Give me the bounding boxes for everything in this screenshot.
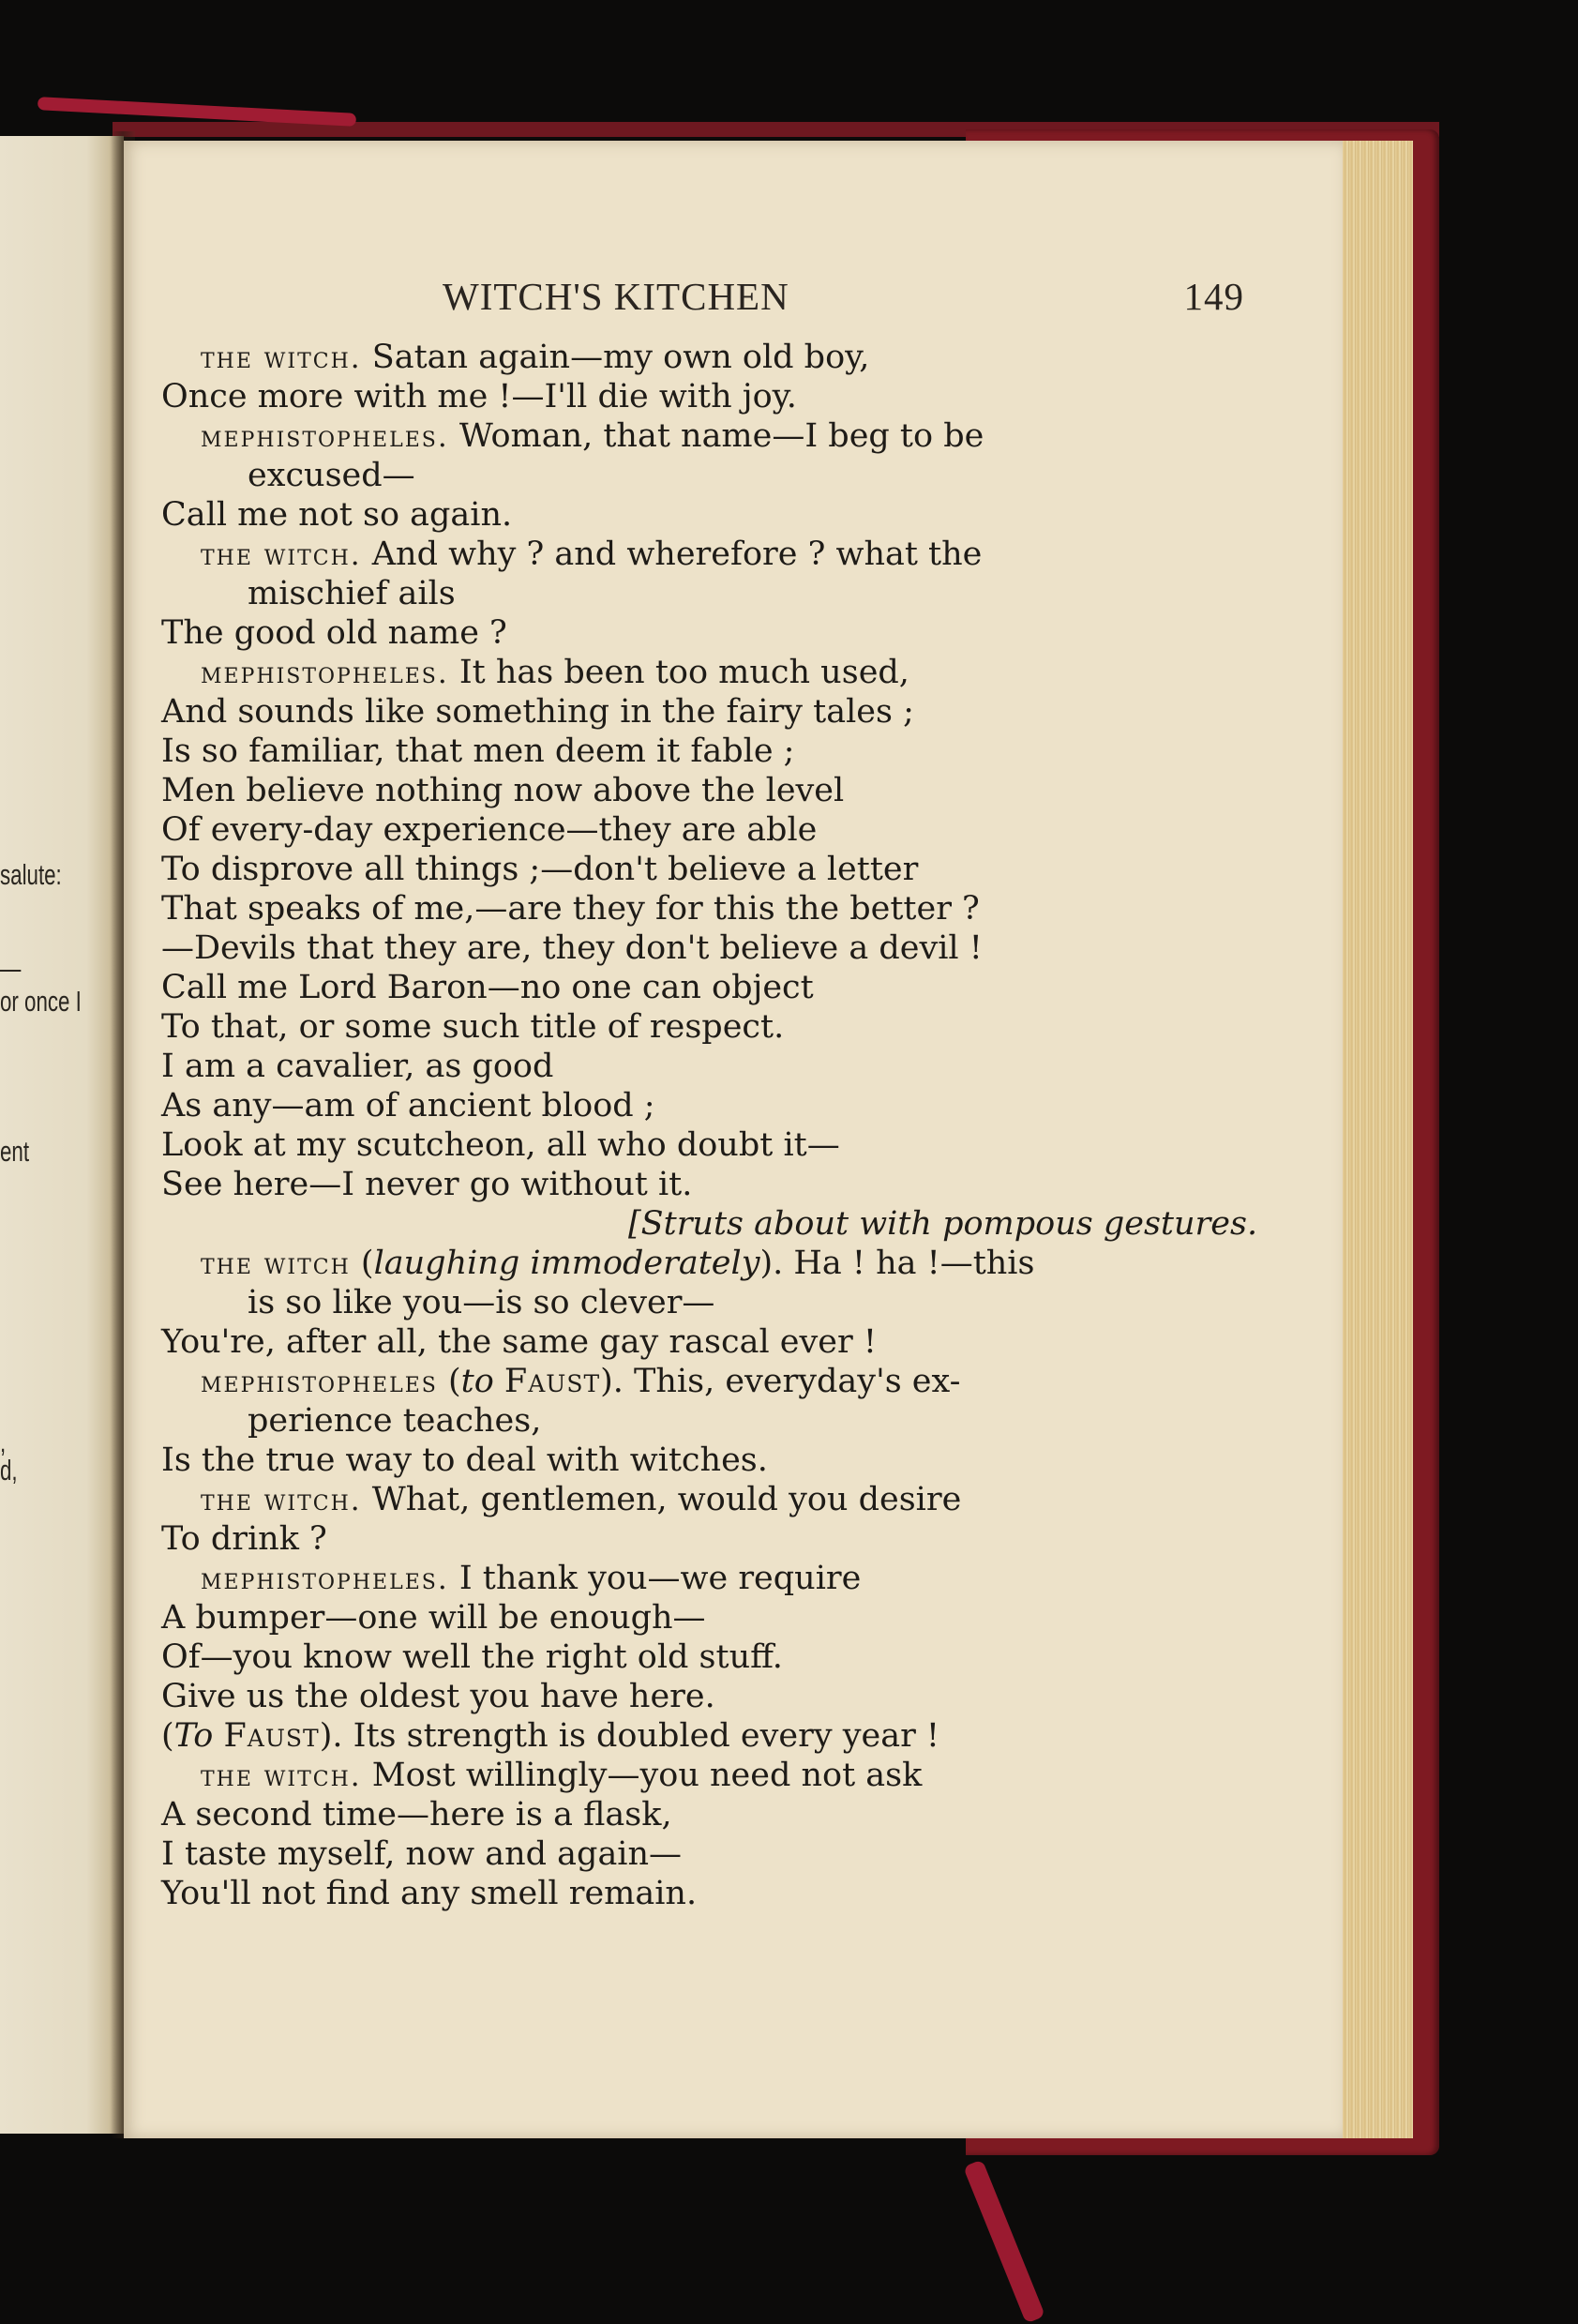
verse-line: A bumper—one will be enough— [161, 1599, 706, 1637]
speech-line: mephistopheles (to Faust). This, everyday's ex- [201, 1363, 961, 1400]
speech-text: Woman, that name—I beg to be [458, 417, 984, 455]
speaker-name: the witch [201, 1247, 351, 1281]
page-number: 149 [1183, 275, 1244, 318]
verse-line: Is the true way to deal with witches. [161, 1441, 768, 1479]
stage-direction: laughing immoderately [373, 1245, 760, 1282]
addressee-name: Faust [503, 1363, 601, 1400]
stage-direction: to [460, 1363, 494, 1400]
page-block-edge [1336, 141, 1413, 2138]
stage-direction: To [173, 1717, 214, 1755]
verse-line-continuation: excused— [248, 457, 415, 494]
verse-line: A second time—here is a flask, [161, 1796, 672, 1834]
speaker-name: mephistopheles [201, 1366, 438, 1399]
left-page-fragment: or once I [0, 985, 82, 1018]
verse-line: Of—you know well the right old stuff. [161, 1638, 783, 1676]
previous-page-edge [0, 136, 124, 2134]
speech-line [161, 416, 1286, 456]
book-page [124, 141, 1343, 2138]
speech-line: (To Faust). Its strength is doubled every year ! [161, 1717, 939, 1755]
verse-line: Men believe nothing now above the level [161, 772, 845, 809]
left-page-fragment: , [0, 1426, 7, 1458]
speech-line [161, 1480, 1286, 1519]
speaker-name: mephistopheles. [201, 656, 449, 690]
speech-line [161, 1756, 1286, 1795]
verse-line: As any—am of ancient blood ; [161, 1087, 655, 1124]
speech-line: the witch (laughing immoderately). Ha ! ha !—this [201, 1245, 1035, 1282]
verse-line: To that, or some such title of respect. [161, 1008, 785, 1046]
speech-text: What, gentlemen, would you desire [371, 1481, 962, 1518]
speaker-name: the witch. [201, 1759, 362, 1793]
speech-text: Most willingly—you need not ask [371, 1757, 923, 1794]
verse-line: Is so familiar, that men deem it fable ; [161, 732, 795, 770]
verse-line-continuation: mischief ails [248, 575, 456, 612]
speech-line [161, 1559, 1286, 1598]
left-page-fragment: d, [0, 1454, 18, 1486]
verse-line-continuation: is so like you—is so clever— [248, 1284, 715, 1321]
verse-line: Of every-day experience—they are able [161, 811, 818, 849]
verse-text [161, 338, 1286, 1913]
verse-line: Once more with me !—I'll die with joy. [161, 378, 797, 415]
speech-line [161, 535, 1286, 574]
addressee-name: Faust [223, 1717, 320, 1755]
verse-line: Call me Lord Baron—no one can object [161, 969, 814, 1006]
verse-line: Look at my scutcheon, all who doubt it— [161, 1126, 840, 1164]
running-title: WITCH'S KITCHEN [443, 275, 789, 318]
verse-line-continuation: perience teaches, [248, 1402, 542, 1440]
verse-line: Call me not so again. [161, 496, 513, 534]
verse-line: That speaks of me,—are they for this the better ? [161, 890, 980, 928]
verse-line: I taste myself, now and again— [161, 1835, 683, 1873]
speaker-name: mephistopheles. [201, 420, 449, 454]
verse-line: I am a cavalier, as good [161, 1048, 554, 1085]
speech-line [161, 338, 1286, 377]
speech-text: This, everyday's ex- [634, 1363, 961, 1400]
speech-text: And why ? and wherefore ? what the [371, 536, 983, 573]
left-page-fragment: salute: [0, 858, 62, 891]
speaker-name: the witch. [201, 538, 362, 572]
stage-direction: [Struts about with pompous gestures. [628, 1205, 1258, 1243]
verse-line: —Devils that they are, they don't believe a devil ! [161, 929, 983, 967]
speech-line [161, 653, 1286, 692]
left-page-fragment: ent [0, 1135, 30, 1168]
speaker-name: the witch. [201, 1484, 362, 1517]
verse-line: The good old name ? [161, 614, 507, 652]
speech-text: It has been too much used, [458, 654, 909, 691]
verse-line: To drink ? [161, 1520, 327, 1558]
speaker-name: mephistopheles. [201, 1562, 449, 1596]
verse-line: To disprove all things ;—don't believe a letter [161, 851, 919, 888]
left-page-fragment: — [0, 952, 22, 985]
speech-text: I thank you—we require [458, 1560, 862, 1597]
verse-line: Give us the oldest you have here. [161, 1678, 715, 1715]
verse-line: And sounds like something in the fairy tales ; [161, 693, 914, 731]
speech-text: Ha ! ha !—this [793, 1245, 1035, 1282]
speaker-name: the witch. [201, 341, 362, 375]
verse-line: You're, after all, the same gay rascal ever ! [161, 1323, 877, 1361]
speech-text: Its strength is doubled every year ! [353, 1717, 939, 1755]
speech-text: Satan again—my own old boy, [371, 339, 870, 376]
verse-line: You'll not find any smell remain. [161, 1875, 698, 1912]
bookmark-ribbon-bottom [963, 2159, 1045, 2323]
verse-line: See here—I never go without it. [161, 1166, 693, 1203]
